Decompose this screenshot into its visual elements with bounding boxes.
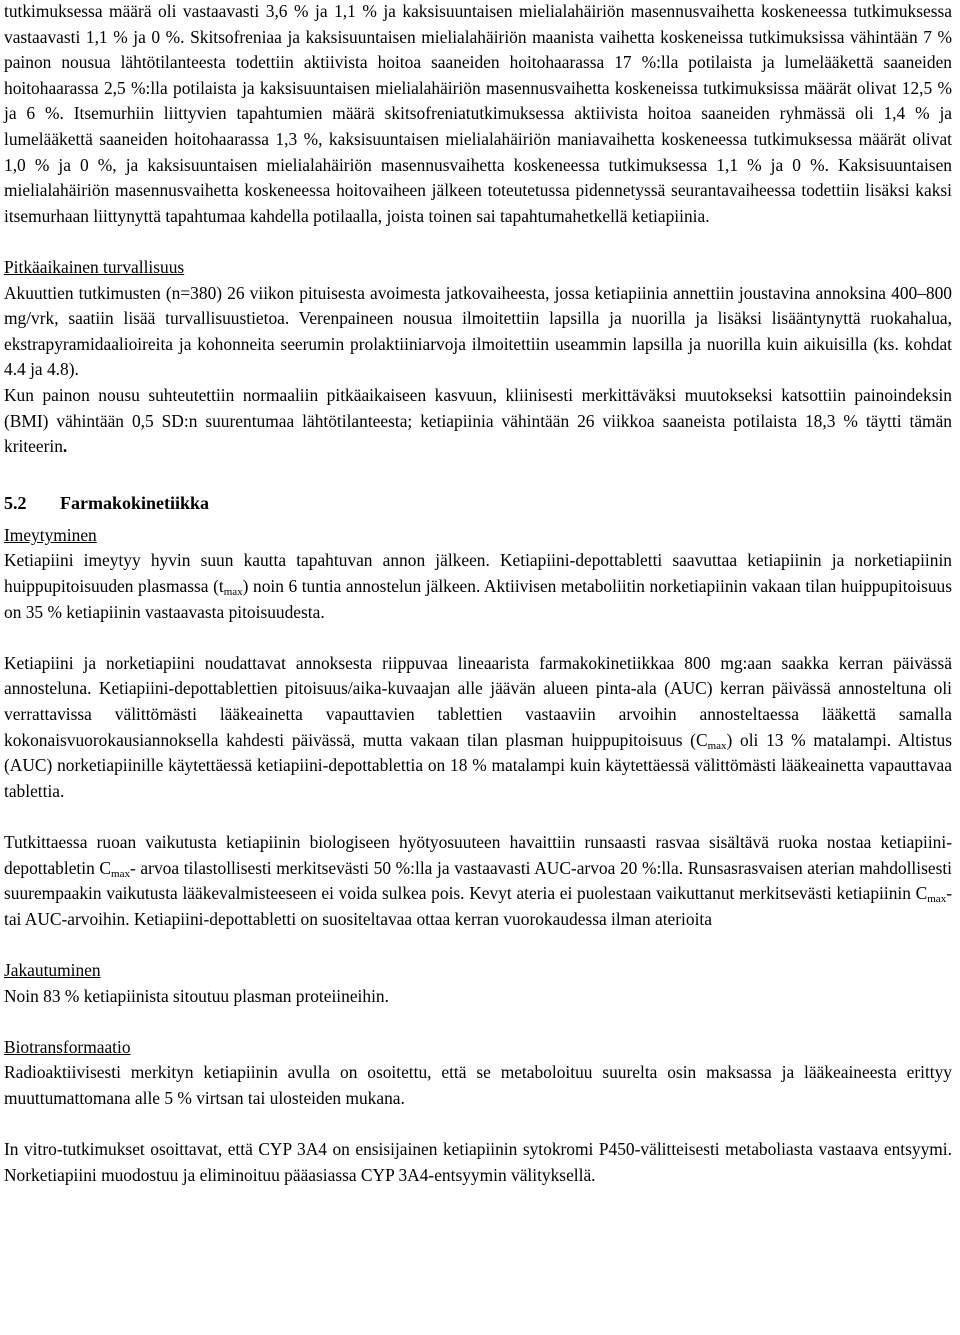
subheading-absorption: Imeytyminen [4,524,97,545]
subscript: max [111,867,130,880]
text-run: ) noin 6 tuntia annostelun jälkeen. Aktiivisen metaboliitin norketiapiinin vakaan tilan huippupitoisuus on 35 % ketiapiinin vastaavasta pitoisuudesta. [4,576,952,622]
paragraph-distribution: Noin 83 % ketiapiinista sitoutuu plasman proteiineihin. [4,985,389,1006]
paragraph-absorption-1 [4,548,952,625]
text-run: ) oli 13 % matalampi. Altistus (AUC) norketiapiinille käytettäessä ketiapiini-depottablettia on 18 % matalampi kuin käytettäessä välittömästi lääkeainetta vapauttavaa tablettia. [4,729,952,801]
spacer [4,625,952,651]
subscript: max [927,893,947,906]
subheading-distribution: Jakautuminen [4,959,101,980]
text-run: - tai AUC-arvoihin. Ketiapiini-depottabletti on suositeltavaa ottaa kerran vuorokaudessa ilman aterioita [4,883,952,929]
paragraph-long-term-1: Akuuttien tutkimusten (n=380) 26 viikon pituisesta avoimesta jatkovaiheesta, jossa ketiapiinia annettiin joustavina annoksina 400–800 mg/vrk, saatiin lisää turvallisuustietoa. Verenpaineen nousua ilmoitettiin lapsilla ja nuorilla ja lisäksi lisääntynyttä ruokahalua, ekstrapyramidaalioireita ja kohonneita seerumin prolaktiiniarvoja ilmoitettiin useammin lapsilla ja nuorilla kuin aikuisilla (ks. kohdat 4.4 ja 4.8). [4,282,952,380]
subheading-long-term-safety: Pitkäaikainen turvallisuus [4,256,185,277]
text-run: - arvoa tilastollisesti merkitsevästi 50 %:lla ja vastaavasti AUC-arvoa 20 %:lla. Runsasrasvaisen aterian mahdollisesti suurempaakin vaikutusta lääkevalmisteeseen ei voida sulkea pois. Kevyt ateria ei puolestaan vaikuttanut merkitsevästi ketiapiinin C [4,857,952,904]
text-run: Tutkittaessa ruoan vaikutusta ketiapiinin biologiseen hyötyosuuteen havaittiin runsaasti rasvaa sisältävä ruoka nostaa ketiapiini-depottabletin C [4,832,952,878]
section-number: 5.2 [4,493,27,514]
document-page [4,0,952,1188]
subscript: max [223,586,243,599]
section-title: Farmakokinetiikka [60,493,210,514]
paragraph-absorption-2 [4,651,952,805]
spacer [4,932,952,958]
subheading-biotransformation: Biotransformaatio [4,1036,131,1057]
subscript: max [707,739,727,752]
spacer [4,804,952,830]
paragraph-long-term-2 [4,383,952,460]
spacer [4,460,952,486]
spacer [4,229,952,255]
paragraph-biotransformation-1: Radioaktiivisesti merkityn ketiapiinin avulla on osoitettu, että se metaboloituu suurelta osin maksassa ja lääkeaineesta erittyy muuttumattomana alle 5 % virtsan tai ulosteiden mukana. [4,1062,952,1108]
paragraph-long-term-2-period: . [62,436,68,457]
paragraph-absorption-3 [4,830,952,932]
text-run: Ketiapiini ja norketiapiini noudattavat annoksesta riippuvaa lineaarista farmakokinetiikkaa 800 mg:aan saakka kerran päivässä annosteluna. Ketiapiini-depottablettien pitoisuus/aika-kuvaajan alle jäävän alueen pinta-ala (AUC) kerran päivässä annosteltuna oli verrattavissa välittömästi lääkeainetta vapauttavien tablettien vastaaviin arvoihin annosteltaessa lääkettä samalla kokonaisvuorokausiannoksella kahdesti päivässä, mutta vakaan tilan plasman huippupitoisuus (C [4,652,952,750]
spacer [4,1112,952,1138]
text-run: Ketiapiini imeytyy hyvin suun kautta tapahtuvan annon jälkeen. Ketiapiini-depottabletti saavuttaa ketiapiinin ja norketiapiinin huippupitoisuuden plasmassa (t [4,550,952,597]
paragraph-long-term-2-text: Kun painon nousu suhteutettiin normaaliin pitkäaikaiseen kasvuun, kliinisesti merkittäväksi muutokseksi katsottiin painoindeksin (BMI) vähintään 0,5 SD:n suurentumaa lähtötilanteesta; ketiapiinia vähintään 26 viikkoa saaneista potilaista 18,3 % täytti tämän kriteerin [4,384,952,457]
section-heading-pharmacokinetics [4,491,952,517]
paragraph-safety-continued: tutkimuksessa määrä oli vastaavasti 3,6 % ja 1,1 % ja kaksisuuntaisen mielialahäiriön masennusvaihetta koskeneessa tutkimuksessa vastaavasti 1,1 % ja 0 %. Skitsofreniaa ja kaksisuuntaisen mielialahäiriön maanista vaihetta koskeneissa tutkimuksissa vähintään 7 % painon nousua lähtötilanteesta todettiin aktiivista hoitoa saaneiden hoitohaarassa 17 %:lla potilaista ja lumelääkettä saaneiden hoitohaarassa 2,5 %:lla potilaista ja kaksisuuntaisen mielialahäiriön masennusvaihetta koskeneissa tutkimuksissa määrät olivat 12,5 % ja 6 %. Itsemurhiin liittyvien tapahtumien määrä skitsofreniatutkimuksessa aktiivista hoitoa saaneiden ryhmässä oli 1,4 % ja lumelääkettä saaneiden hoitohaarassa 1,3 %, kaksisuuntaisen mielialahäiriön maniavaihetta koskeneessa tutkimuksessa määrät olivat 1,0 % ja 0 %, ja kaksisuuntaisen mielialahäiriön masennusvaihetta koskeneessa tutkimuksessa 1,1 % ja 0 %. Kaksisuuntaisen mielialahäiriön masennusvaihetta koskeneessa hoitovaiheen jälkeen toteutetussa pidennetyssä seurantavaiheessa todettiin lisäksi kaksi itsemurhaan liittynyttä tapahtumaa kahdella potilaalla, joista toinen sai tapahtumahetkellä ketiapiinia. [4,1,952,226]
spacer [4,1009,952,1035]
paragraph-biotransformation-2: In vitro-tutkimukset osoittavat, että CYP 3A4 on ensisijainen ketiapiinin sytokromi P450-välitteisesti metaboliasta vastaava entsyymi. Norketiapiini muodostuu ja eliminoituu pääasiassa CYP 3A4-entsyymin välityksellä. [4,1139,952,1185]
